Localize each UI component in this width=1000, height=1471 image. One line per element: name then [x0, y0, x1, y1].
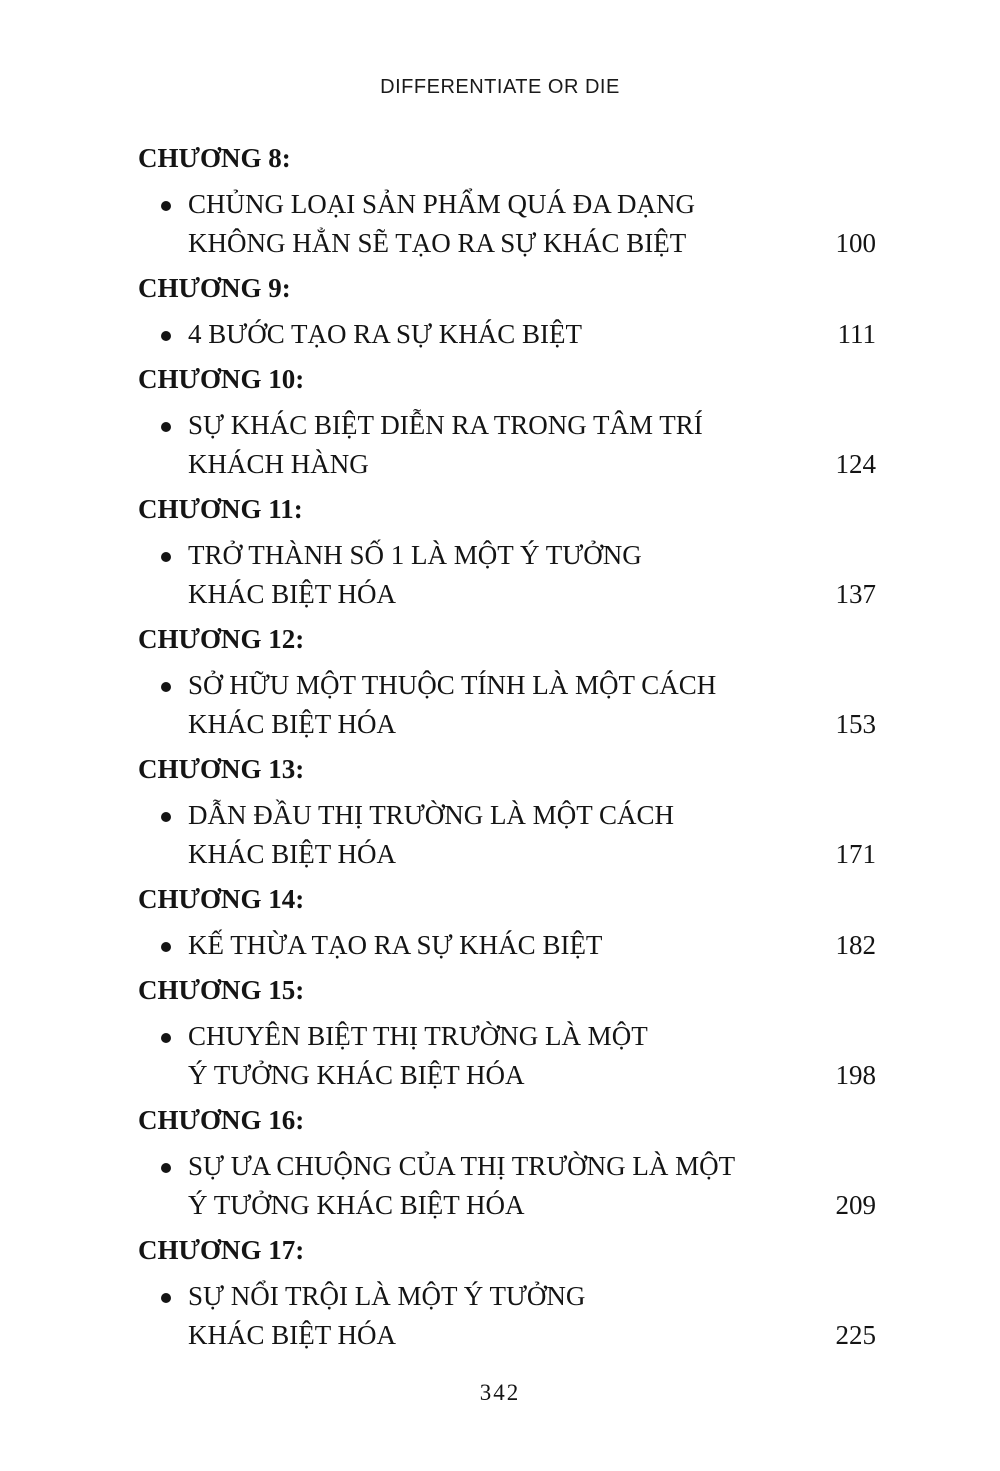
chapter-heading: CHƯƠNG 17:	[138, 1235, 305, 1265]
chapter-heading: CHƯƠNG 13:	[138, 754, 305, 784]
chapter-title-line: SỞ HỮU MỘT THUỘC TÍNH LÀ MỘT CÁCH	[188, 670, 717, 700]
chapter-title-line: CHỦNG LOẠI SẢN PHẨM QUÁ ĐA DẠNG	[188, 189, 696, 219]
chapter-title-line: KHÁC BIỆT HÓA	[188, 709, 396, 739]
chapter-title-line: KHÁC BIỆT HÓA	[188, 839, 396, 869]
bullet-icon	[161, 1293, 171, 1303]
chapter-title-line: KHÁC BIỆT HÓA	[188, 1320, 396, 1350]
page-reference: 198	[835, 1060, 876, 1090]
page-reference: 225	[835, 1320, 876, 1350]
chapter-title-line: KHÁCH HÀNG	[188, 449, 369, 479]
page-reference: 182	[835, 930, 876, 960]
chapter-title-line: KHÔNG HẲN SẼ TẠO RA SỰ KHÁC BIỆT	[188, 228, 687, 258]
page-reference: 153	[835, 709, 876, 739]
bullet-icon	[161, 1033, 171, 1043]
bullet-icon	[161, 682, 171, 692]
chapter-title-line: Ý TƯỞNG KHÁC BIỆT HÓA	[188, 1190, 525, 1220]
bullet-icon	[161, 942, 171, 952]
chapter-title-line: TRỞ THÀNH SỐ 1 LÀ MỘT Ý TƯỞNG	[188, 540, 642, 570]
bullet-icon	[161, 812, 171, 822]
chapter-heading: CHƯƠNG 8:	[138, 143, 291, 173]
page-reference: 209	[835, 1190, 876, 1220]
chapter-title-line: CHUYÊN BIỆT THỊ TRƯỜNG LÀ MỘT	[188, 1021, 648, 1051]
bullet-icon	[161, 331, 171, 341]
running-head: DIFFERENTIATE OR DIE	[380, 76, 620, 98]
bullet-icon	[161, 422, 171, 432]
chapter-heading: CHƯƠNG 9:	[138, 273, 291, 303]
chapter-title-line: SỰ NỔI TRỘI LÀ MỘT Ý TƯỞNG	[188, 1281, 586, 1311]
page-reference: 111	[837, 319, 876, 349]
page-reference: 137	[835, 579, 876, 609]
chapter-title-line: KẾ THỪA TẠO RA SỰ KHÁC BIỆT	[188, 930, 603, 960]
page-reference: 100	[835, 228, 876, 258]
chapter-title-line: SỰ KHÁC BIỆT DIỄN RA TRONG TÂM TRÍ	[188, 410, 703, 440]
page-number: 342	[479, 1380, 521, 1405]
chapter-title-line: SỰ ƯA CHUỘNG CỦA THỊ TRƯỜNG LÀ MỘT	[188, 1151, 736, 1181]
chapter-heading: CHƯƠNG 16:	[138, 1105, 305, 1135]
bullet-icon	[161, 201, 171, 211]
chapter-title-line: 4 BƯỚC TẠO RA SỰ KHÁC BIỆT	[188, 319, 582, 349]
chapter-title-line: DẪN ĐẦU THỊ TRƯỜNG LÀ MỘT CÁCH	[188, 800, 674, 830]
chapter-heading: CHƯƠNG 12:	[138, 624, 305, 654]
page-reference: 124	[835, 449, 876, 479]
chapter-heading: CHƯƠNG 10:	[138, 364, 305, 394]
chapter-heading: CHƯƠNG 11:	[138, 494, 303, 524]
page-reference: 171	[835, 839, 876, 869]
chapter-heading: CHƯƠNG 14:	[138, 884, 305, 914]
chapter-title-line: Ý TƯỞNG KHÁC BIỆT HÓA	[188, 1060, 525, 1090]
bullet-icon	[161, 1163, 171, 1173]
chapter-title-line: KHÁC BIỆT HÓA	[188, 579, 396, 609]
bullet-icon	[161, 552, 171, 562]
chapter-heading: CHƯƠNG 15:	[138, 975, 305, 1005]
